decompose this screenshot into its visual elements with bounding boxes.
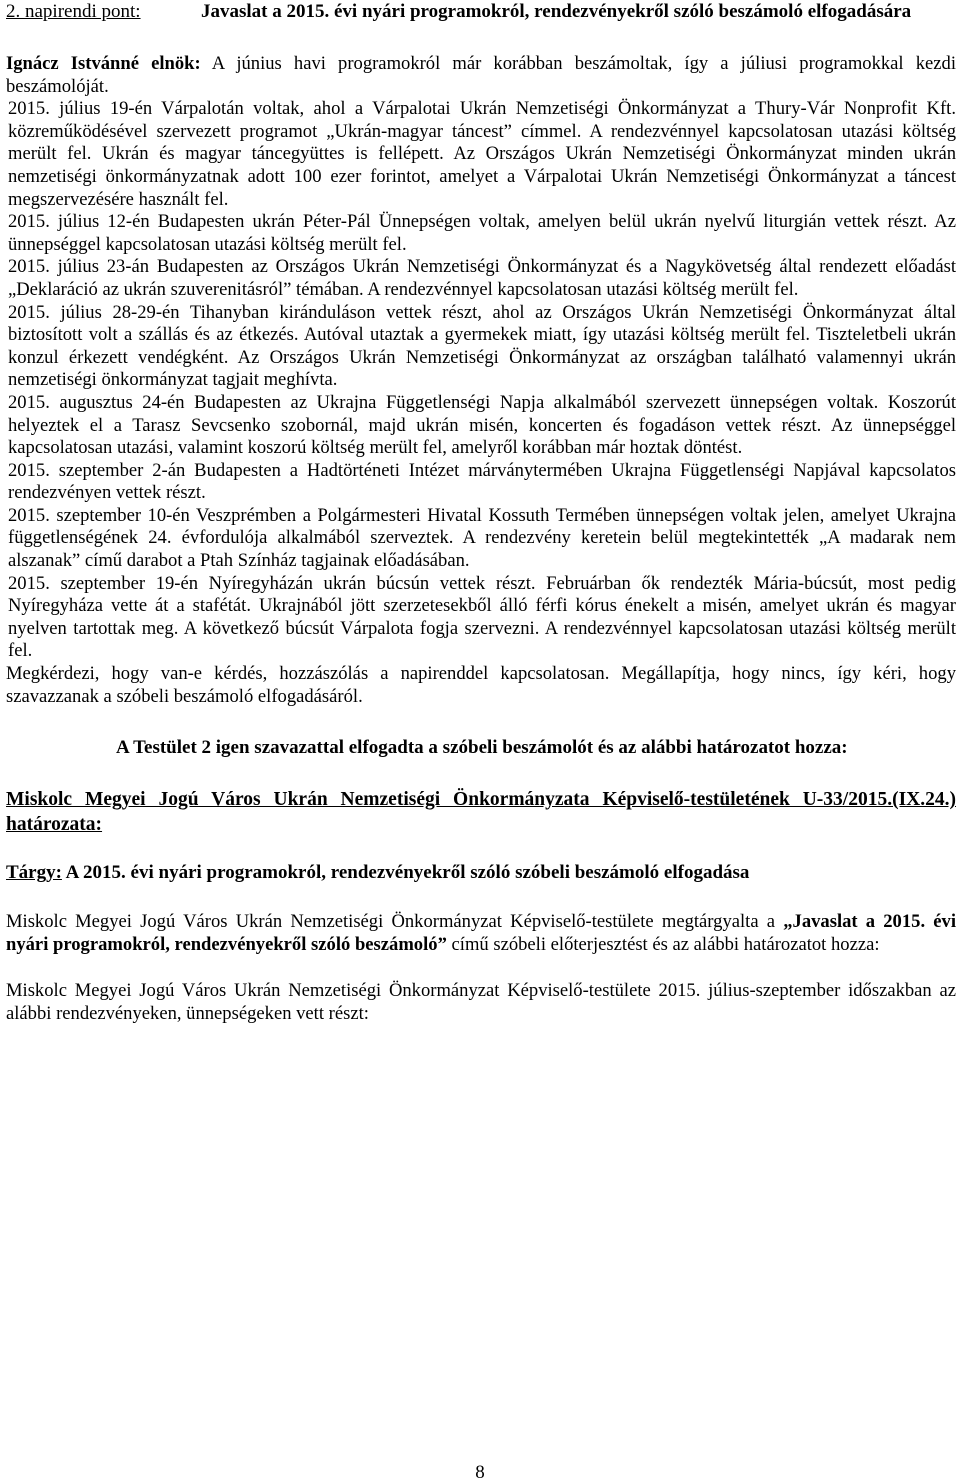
intro-text: A június havi programokról már korábban beszámoltak, így a júliusi programokkal kezdi beszámolóját. (6, 53, 956, 97)
resolution-body-after: című szóbeli előterjesztést és az alábbi határozatot hozza: (446, 933, 880, 955)
paragraph-sep-2: 2015. szeptember 2-án Budapesten a Hadtörténeti Intézet márványtermében Ukrajna Függetlenségi Napjával kapcsolatos rendezvényen vettek részt. (8, 459, 956, 504)
paragraph-sep-10: 2015. szeptember 10-én Veszprémben a Polgármesteri Hivatal Kossuth Termében ünnepségen voltak jelen, amelyet Ukrajna függetlenségének 24. évfordulója alkalmából szerveztek. A rendezvény keretein belül megtekintették „A madarak nem alszanak” című darabot a Ptah Színház tagjainak előadásában. (8, 504, 956, 572)
agenda-number: 2. napirendi pont: (6, 1, 141, 22)
intro-paragraph (6, 53, 956, 98)
resolution-body-text: Miskolc Megyei Jogú Város Ukrán Nemzetiségi Önkormányzat Képviselő-testülete megtárgyalta a (6, 911, 784, 933)
resolution-events-intro: Miskolc Megyei Jogú Város Ukrán Nemzetiségi Önkormányzat Képviselő-testülete 2015. július-szeptember időszakban az alábbi rendezvényeken, ünnepségeken vett részt: (6, 980, 956, 1024)
document-page (6, 0, 956, 1026)
paragraph-question: Megkérdezi, hogy van-e kérdés, hozzászólás a napirenddel kapcsolatosan. Megállapítja, hogy nincs, így kéri, hogy szavazzanak a szóbeli beszámoló elfogadásáról. (6, 663, 956, 707)
speaker-name: Ignácz Istvánné elnök: (6, 53, 201, 74)
subject-line (6, 861, 956, 885)
paragraph-july-12: 2015. július 12-én Budapesten ukrán Péter-Pál Ünnepségen voltak, amelyen belül ukrán nyelvű liturgián vettek részt. Az ünnepséggel kapcsolatosan utazási költség merült fel. (8, 211, 956, 255)
resolution-title: Miskolc Megyei Jogú Város Ukrán Nemzetiségi Önkormányzata Képviselő-testületének U-33/2015.(IX.24.) határozata: (6, 789, 956, 836)
page-number: 8 (475, 1462, 485, 1483)
paragraph-july-28: 2015. július 28-29-én Tihanyban kiránduláson vettek részt, ahol az Országos Ukrán Nemzetiségi Önkormányzat által biztosított volt a szállás és az étkezés. Autóval utaztak a gyermekek miatt, így utazási költség merült fel. Tiszteletbeli ukrán konzul érkezett vendégként. Az Országos Ukrán Nemzetiségi Önkormányzat az országban található valamennyi ukrán nemzetiségi önkormányzat tagjait meghívta. (8, 301, 956, 391)
decision-heading: A Testület 2 igen szavazattal elfogadta a szóbeli beszámolót és az alábbi határozatot hozza: (116, 737, 848, 759)
agenda-title: Javaslat a 2015. évi nyári programokról, rendezvényekről szóló beszámoló elfogadására (201, 1, 912, 22)
resolution-body (6, 911, 956, 956)
paragraph-aug-24: 2015. augusztus 24-én Budapesten az Ukrajna Függetlenségi Napja alkalmából szervezett ünnepségen voltak. Koszorút helyeztek el a Tarasz Sevcsenko szobornál, majd ukrán misén, koncerten és fogadáson vettek részt. Az ünnepséggel kapcsolatosan utazási, valamint koszorú költség merült fel, amelyről korábban már hoztak döntést. (8, 391, 956, 459)
resolution-body-bold: „Javaslat a 2015. évi nyári programokról, rendezvényekről szóló beszámoló” (6, 911, 957, 955)
subject-label: Tárgy: (6, 862, 62, 884)
agenda-heading (6, 0, 956, 24)
paragraph-july-23: 2015. július 23-án Budapesten az Országos Ukrán Nemzetiségi Önkormányzat és a Nagykövetség által rendezett előadást „Deklaráció az ukrán szuverenitásról” témában. A rendezvénnyel kapcsolatosan utazási költség merült fel. (8, 256, 956, 300)
paragraph-july-19: 2015. július 19-én Várpalotán voltak, ahol a Várpalotai Ukrán Nemzetiségi Önkormányzat a Thury-Vár Nonprofit Kft. közreműködésével szervezett programot „Ukrán-magyar táncest” címmel. A rendezvénnyel kapcsolatosan utazási költség merült fel. Ukrán és magyar táncegyüttes is fellépett. Az Országos Ukrán Nemzetiségi Önkormányzat minden ukrán nemzetiségi önkormányzatnak adott 100 ezer forintot, amelyet a Várpalotai Ukrán Nemzetiségi Önkormányzat a táncest megszervezésére használt fel. (8, 98, 956, 210)
paragraph-sep-19: 2015. szeptember 19-én Nyíregyházán ukrán búcsún vettek részt. Februárban ők rendezték Mária-búcsút, most pedig Nyíregyháza vette át a stafétát. Ukrajnából jött szerzetesekből álló férfi kórus énekelt a misén, amelyet ukrán és magyar nyelven tartottak meg. A következő búcsút Várpalota fogja szervezni. A rendezvénnyel kapcsolatosan utazási költség merült fel. (8, 572, 956, 662)
subject-text: A 2015. évi nyári programokról, rendezvényekről szóló szóbeli beszámoló elfogadása (61, 862, 750, 884)
